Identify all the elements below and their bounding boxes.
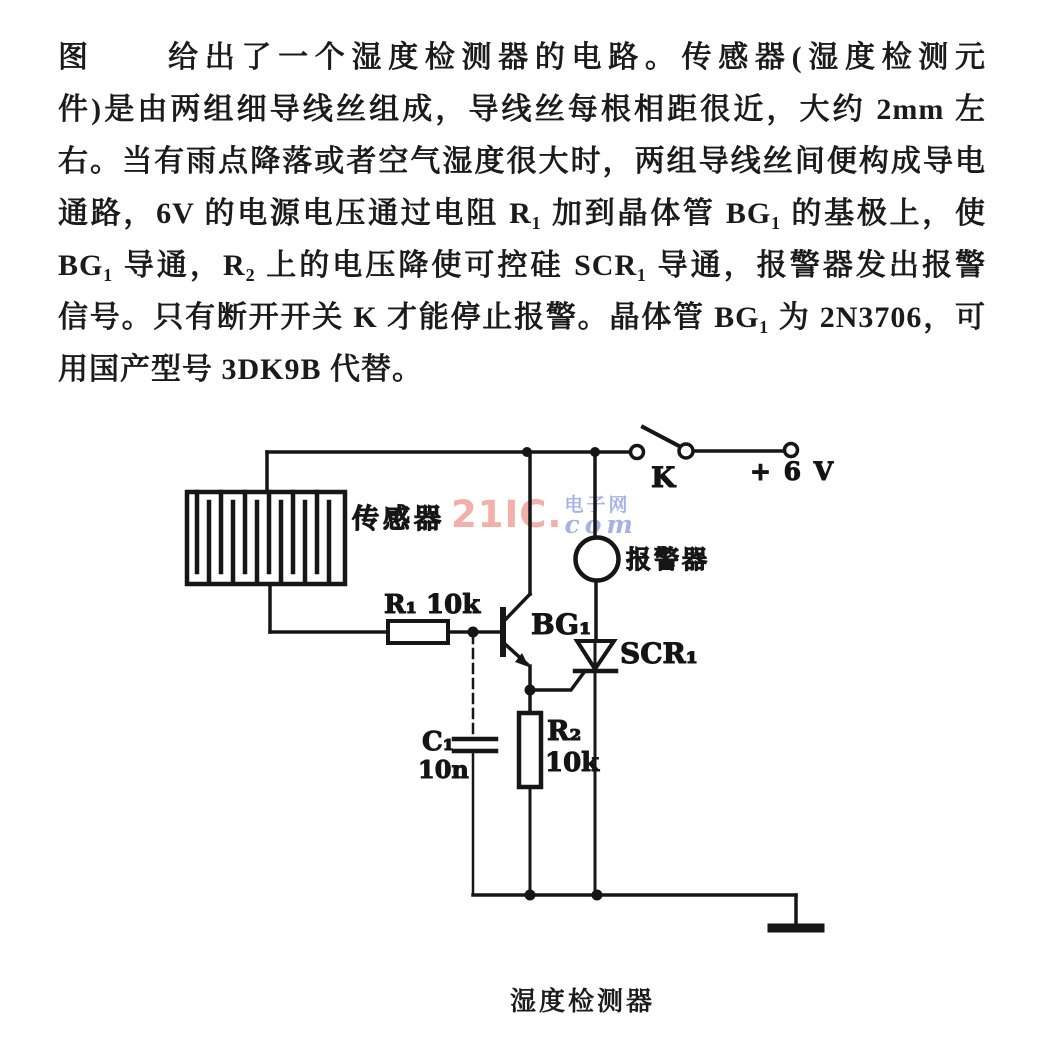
c1-value: 10n [418, 755, 469, 784]
humidity-sensor-symbol [187, 452, 345, 632]
junction-dot [592, 890, 603, 901]
watermark-site-suffix: com [564, 510, 638, 539]
r1-label: R₁ 10k [384, 590, 481, 620]
sensor-label: 传感器 [352, 504, 445, 535]
transistor-BG1-symbol [503, 452, 536, 696]
paragraph-line: 通路，6V 的电源电压通过电阻 R₁ 加到晶体管 BG₁ 的基极上，使 [58, 197, 986, 230]
c1-label: C₁ [422, 727, 455, 757]
paragraph-line: 右。当有雨点降落或者空气湿度很大时，两组导线丝间便构成导电 [58, 145, 986, 178]
watermark-site-cn: 电子网 [564, 494, 631, 516]
wire-top-rail [267, 447, 630, 457]
paragraph-line: 信号。只有断开开关 K 才能停止报警。晶体管 BG₁ 为 2N3706，可 [58, 301, 986, 334]
figure-caption: 湿度检测器 [510, 987, 656, 1016]
supply-label: + 6 V [750, 457, 836, 486]
switch-K-symbol [631, 427, 798, 459]
paragraph-line: 用国产型号 3DK9B 代替。 [58, 353, 424, 386]
junction-dot [525, 890, 536, 901]
watermark-brand: 21IC. [451, 493, 563, 536]
paragraph-line: 图 给出了一个湿度检测器的电路。传感器(湿度检测元 [58, 41, 986, 74]
bg1-label: BG₁ [531, 608, 592, 641]
switch-label: K [651, 461, 676, 494]
resistor-R1-symbol [270, 621, 500, 643]
scr1-label: SCR₁ [620, 637, 699, 670]
r2-label: R₂ [547, 716, 582, 747]
alarm-label: 报警器 [626, 545, 711, 574]
paragraph-line: BG₁ 导通，R₂ 上的电压降使可控硅 SCR₁ 导通，报警器发出报警 [58, 249, 986, 282]
wire-bottom-rail [473, 890, 820, 929]
resistor-R2-symbol [519, 690, 541, 895]
r2-value: 10k [545, 748, 600, 778]
paragraph-line: 件)是由两组细导线丝组成，导线丝每根相距很近，大约 2mm 左 [58, 93, 986, 126]
